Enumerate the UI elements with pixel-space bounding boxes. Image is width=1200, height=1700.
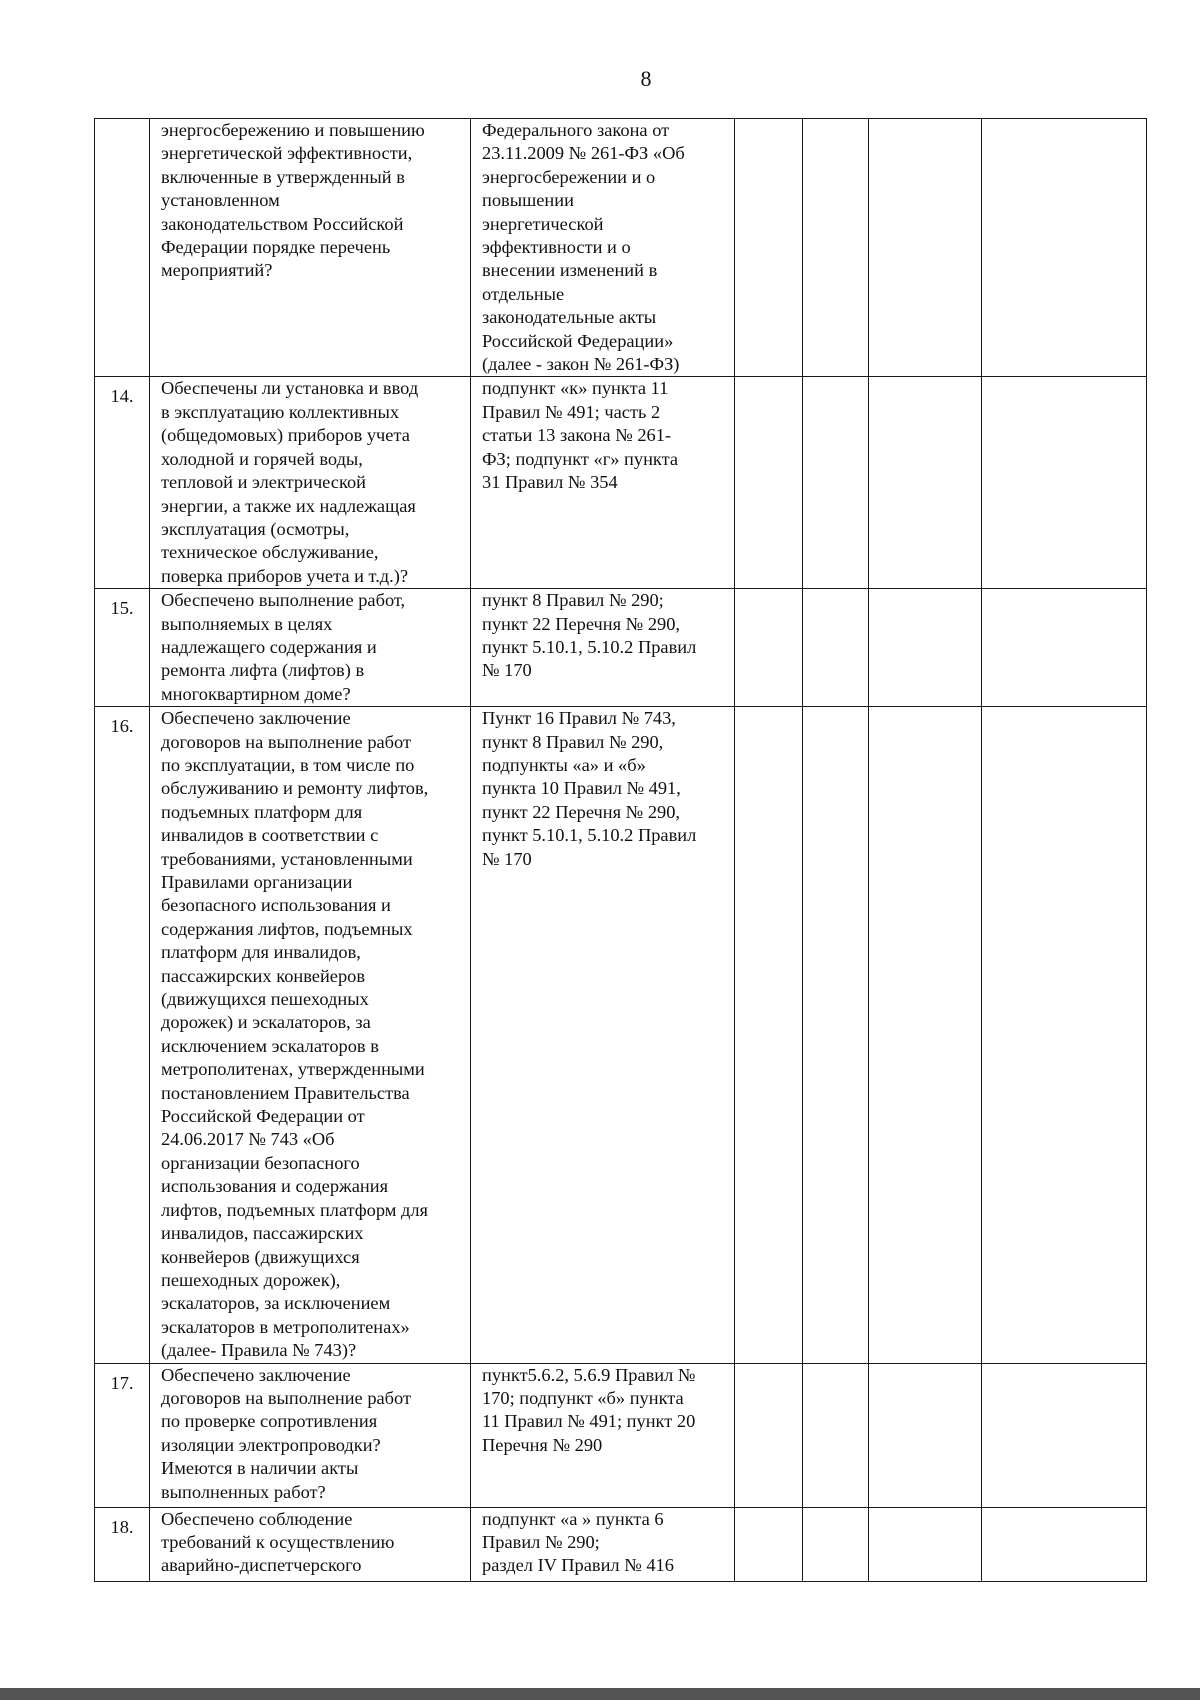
checklist-table xyxy=(94,118,1147,1582)
page-number: 8 xyxy=(640,66,652,91)
reference-text-line: ФЗ; подпункт «г» пункта xyxy=(482,448,679,469)
reference-text-line: законодательные акты xyxy=(482,307,657,328)
question-text-line: Правилами организации xyxy=(161,872,353,892)
answer-no-cell xyxy=(803,377,869,589)
question-text-line: (общедомовых) приборов учета xyxy=(161,425,410,446)
reference-text-line: пункт 8 Правил № 290, xyxy=(482,731,664,752)
question-text-line: требованиями, установленными xyxy=(161,848,413,869)
reference-text-line: Российской Федерации» xyxy=(482,330,674,351)
note-cell xyxy=(982,119,1147,377)
reference-text-line: № 170 xyxy=(482,848,532,869)
checklist-row xyxy=(95,1507,1147,1581)
legal-reference-cell xyxy=(471,377,735,589)
question-text-line: выполненных работ? xyxy=(161,1481,326,1502)
question-text-line: эксплуатация (осмотры, xyxy=(161,518,350,539)
question-text-line: организации безопасного xyxy=(161,1152,360,1173)
question-text-line: законодательством Российской xyxy=(161,213,404,234)
question-cell xyxy=(150,377,471,589)
reference-text-line: Пункт 16 Правил № 743, xyxy=(482,708,676,729)
question-text-line: Обеспечено заключение xyxy=(161,708,351,729)
not-applicable-cell xyxy=(869,707,982,1363)
reference-text-line: пункт 5.10.1, 5.10.2 Правил xyxy=(482,825,697,846)
question-text-line: Обеспечено выполнение работ, xyxy=(161,590,406,611)
note-cell xyxy=(982,1507,1147,1581)
answer-no-cell xyxy=(803,707,869,1363)
question-text-line: содержания лифтов, подъемных xyxy=(161,918,413,939)
reference-text-line: Правил № 491; часть 2 xyxy=(482,401,661,422)
question-text-line: Обеспечены ли установка и ввод xyxy=(161,378,419,399)
reference-text-line: 31 Правил № 354 xyxy=(482,472,618,493)
question-text-line: лифтов, подъемных платформ для xyxy=(161,1199,428,1220)
question-text-line: требований к осуществлению xyxy=(161,1531,395,1552)
answer-yes-cell xyxy=(735,707,803,1363)
question-text-line: договоров на выполнение работ xyxy=(161,731,412,752)
note-cell xyxy=(982,1363,1147,1507)
question-text-line: дорожек) и эскалаторов, за xyxy=(161,1012,371,1033)
question-text-line: энергетической эффективности, xyxy=(161,143,413,164)
answer-no-cell xyxy=(803,1363,869,1507)
legal-reference-cell xyxy=(471,1507,735,1581)
question-text-line: в эксплуатацию коллективных xyxy=(161,401,400,422)
question-text-line: (движущихся пешеходных xyxy=(161,989,369,1010)
note-cell xyxy=(982,589,1147,707)
reference-text-line: подпункт «а » пункта 6 xyxy=(482,1508,664,1529)
reference-text-line: внесении изменений в xyxy=(482,260,658,281)
not-applicable-cell xyxy=(869,1363,982,1507)
question-text-line: инвалидов в соответствии с xyxy=(161,825,379,846)
question-text-line: по эксплуатации, в том числе по xyxy=(161,754,415,775)
reference-text-line: пункт5.6.2, 5.6.9 Правил № xyxy=(482,1364,696,1385)
question-text-line: эскалаторов, за исключением xyxy=(161,1293,391,1314)
question-cell xyxy=(150,589,471,707)
question-cell xyxy=(150,1363,471,1507)
reference-text-line: (далее - закон № 261-ФЗ) xyxy=(482,354,680,375)
checklist-row xyxy=(95,589,1147,707)
reference-text-line: отдельные xyxy=(482,283,565,304)
question-text-line: ремонта лифта (лифтов) в xyxy=(161,660,365,681)
answer-no-cell xyxy=(803,119,869,377)
row-number xyxy=(95,119,150,377)
question-text-line: Имеются в наличии акты xyxy=(161,1458,359,1479)
question-text-line: использования и содержания xyxy=(161,1176,389,1197)
reference-text-line: № 170 xyxy=(482,660,532,681)
question-text-line: инвалидов, пассажирских xyxy=(161,1223,364,1244)
question-text-line: (далее- Правила № 743)? xyxy=(161,1340,357,1361)
question-text-line: метрополитенах, утвержденными xyxy=(161,1059,425,1080)
answer-yes-cell xyxy=(735,377,803,589)
question-text-line: обслуживанию и ремонту лифтов, xyxy=(161,778,429,799)
reference-text-line: подпункт «к» пункта 11 xyxy=(482,378,669,399)
question-text-line: изоляции электропроводки? xyxy=(161,1434,381,1455)
question-text-line: исключением эскалаторов в xyxy=(161,1035,379,1056)
question-text-line: безопасного использования и xyxy=(161,895,391,916)
question-text-line: Обеспечено заключение xyxy=(161,1364,351,1385)
checklist-body xyxy=(95,119,1147,1582)
reference-text-line: статьи 13 закона № 261- xyxy=(482,425,672,446)
question-text-line: эскалаторов в метрополитенах» xyxy=(161,1316,410,1337)
question-text-line: Российской Федерации от xyxy=(161,1106,365,1127)
question-text-line: многоквартирном доме? xyxy=(161,683,351,704)
reference-text-line: пункт 5.10.1, 5.10.2 Правил xyxy=(482,636,697,657)
answer-yes-cell xyxy=(735,589,803,707)
question-text-line: 24.06.2017 № 743 «Об xyxy=(161,1129,335,1150)
question-text-line: холодной и горячей воды, xyxy=(161,448,363,469)
reference-text-line: 170; подпункт «б» пункта xyxy=(482,1387,684,1408)
answer-no-cell xyxy=(803,589,869,707)
checklist-row xyxy=(95,119,1147,377)
not-applicable-cell xyxy=(869,377,982,589)
reference-text-line: пункта 10 Правил № 491, xyxy=(482,778,681,799)
answer-yes-cell xyxy=(735,119,803,377)
question-text-line: аварийно-диспетчерского xyxy=(161,1555,362,1576)
reference-text-line: Правил № 290; xyxy=(482,1531,600,1552)
question-text-line: энергосбережению и повышению xyxy=(161,120,425,140)
not-applicable-cell xyxy=(869,1507,982,1581)
question-text-line: по проверке сопротивления xyxy=(161,1411,378,1432)
reference-text-line: Федерального закона от xyxy=(482,120,670,140)
reference-text-line: пункт 22 Перечня № 290, xyxy=(482,801,681,822)
reference-text-line: эффективности и о xyxy=(482,237,631,258)
row-number: 15. xyxy=(95,589,150,707)
question-text-line: платформ для инвалидов, xyxy=(161,942,361,963)
question-text-line: надлежащего содержания и xyxy=(161,636,377,657)
question-text-line: Обеспечено соблюдение xyxy=(161,1508,353,1529)
question-text-line: конвейеров (движущихся xyxy=(161,1246,360,1267)
question-text-line: постановлением Правительства xyxy=(161,1082,410,1103)
question-text-line: Федерации порядке перечень xyxy=(161,237,391,258)
note-cell xyxy=(982,377,1147,589)
question-text-line: договоров на выполнение работ xyxy=(161,1387,412,1408)
legal-reference-cell xyxy=(471,1363,735,1507)
checklist-row xyxy=(95,377,1147,589)
answer-yes-cell xyxy=(735,1363,803,1507)
checklist-row xyxy=(95,1363,1147,1507)
reference-text-line: повышении xyxy=(482,190,574,211)
reference-text-line: пункт 22 Перечня № 290, xyxy=(482,613,681,634)
question-text-line: энергии, а также их надлежащая xyxy=(161,495,416,516)
legal-reference-cell xyxy=(471,707,735,1363)
scan-edge xyxy=(0,1688,1200,1700)
reference-text-line: Перечня № 290 xyxy=(482,1434,603,1455)
question-text-line: включенные в утвержденный в xyxy=(161,166,405,187)
question-text-line: пешеходных дорожек), xyxy=(161,1269,341,1290)
reference-text-line: энергетической xyxy=(482,213,604,234)
row-number: 16. xyxy=(95,707,150,1363)
reference-text-line: 23.11.2009 № 261-ФЗ «Об xyxy=(482,143,685,164)
question-text-line: установленном xyxy=(161,190,280,211)
reference-text-line: подпункты «а» и «б» xyxy=(482,754,646,775)
not-applicable-cell xyxy=(869,119,982,377)
not-applicable-cell xyxy=(869,589,982,707)
legal-reference-cell xyxy=(471,119,735,377)
checklist-row xyxy=(95,707,1147,1363)
answer-no-cell xyxy=(803,1507,869,1581)
question-text-line: мероприятий? xyxy=(161,260,273,281)
question-cell xyxy=(150,119,471,377)
row-number: 18. xyxy=(95,1507,150,1581)
question-text-line: техническое обслуживание, xyxy=(161,542,379,563)
reference-text-line: энергосбережении и о xyxy=(482,166,656,187)
question-text-line: пассажирских конвейеров xyxy=(161,965,366,986)
question-cell xyxy=(150,707,471,1363)
answer-yes-cell xyxy=(735,1507,803,1581)
question-text-line: подъемных платформ для xyxy=(161,801,363,822)
row-number: 17. xyxy=(95,1363,150,1507)
reference-text-line: 11 Правил № 491; пункт 20 xyxy=(482,1411,696,1432)
question-text-line: тепловой и электрической xyxy=(161,472,367,493)
question-text-line: выполняемых в целях xyxy=(161,613,333,634)
reference-text-line: раздел IV Правил № 416 xyxy=(482,1555,674,1576)
question-cell xyxy=(150,1507,471,1581)
legal-reference-cell xyxy=(471,589,735,707)
reference-text-line: пункт 8 Правил № 290; xyxy=(482,590,664,611)
row-number: 14. xyxy=(95,377,150,589)
note-cell xyxy=(982,707,1147,1363)
question-text-line: поверка приборов учета и т.д.)? xyxy=(161,565,409,586)
